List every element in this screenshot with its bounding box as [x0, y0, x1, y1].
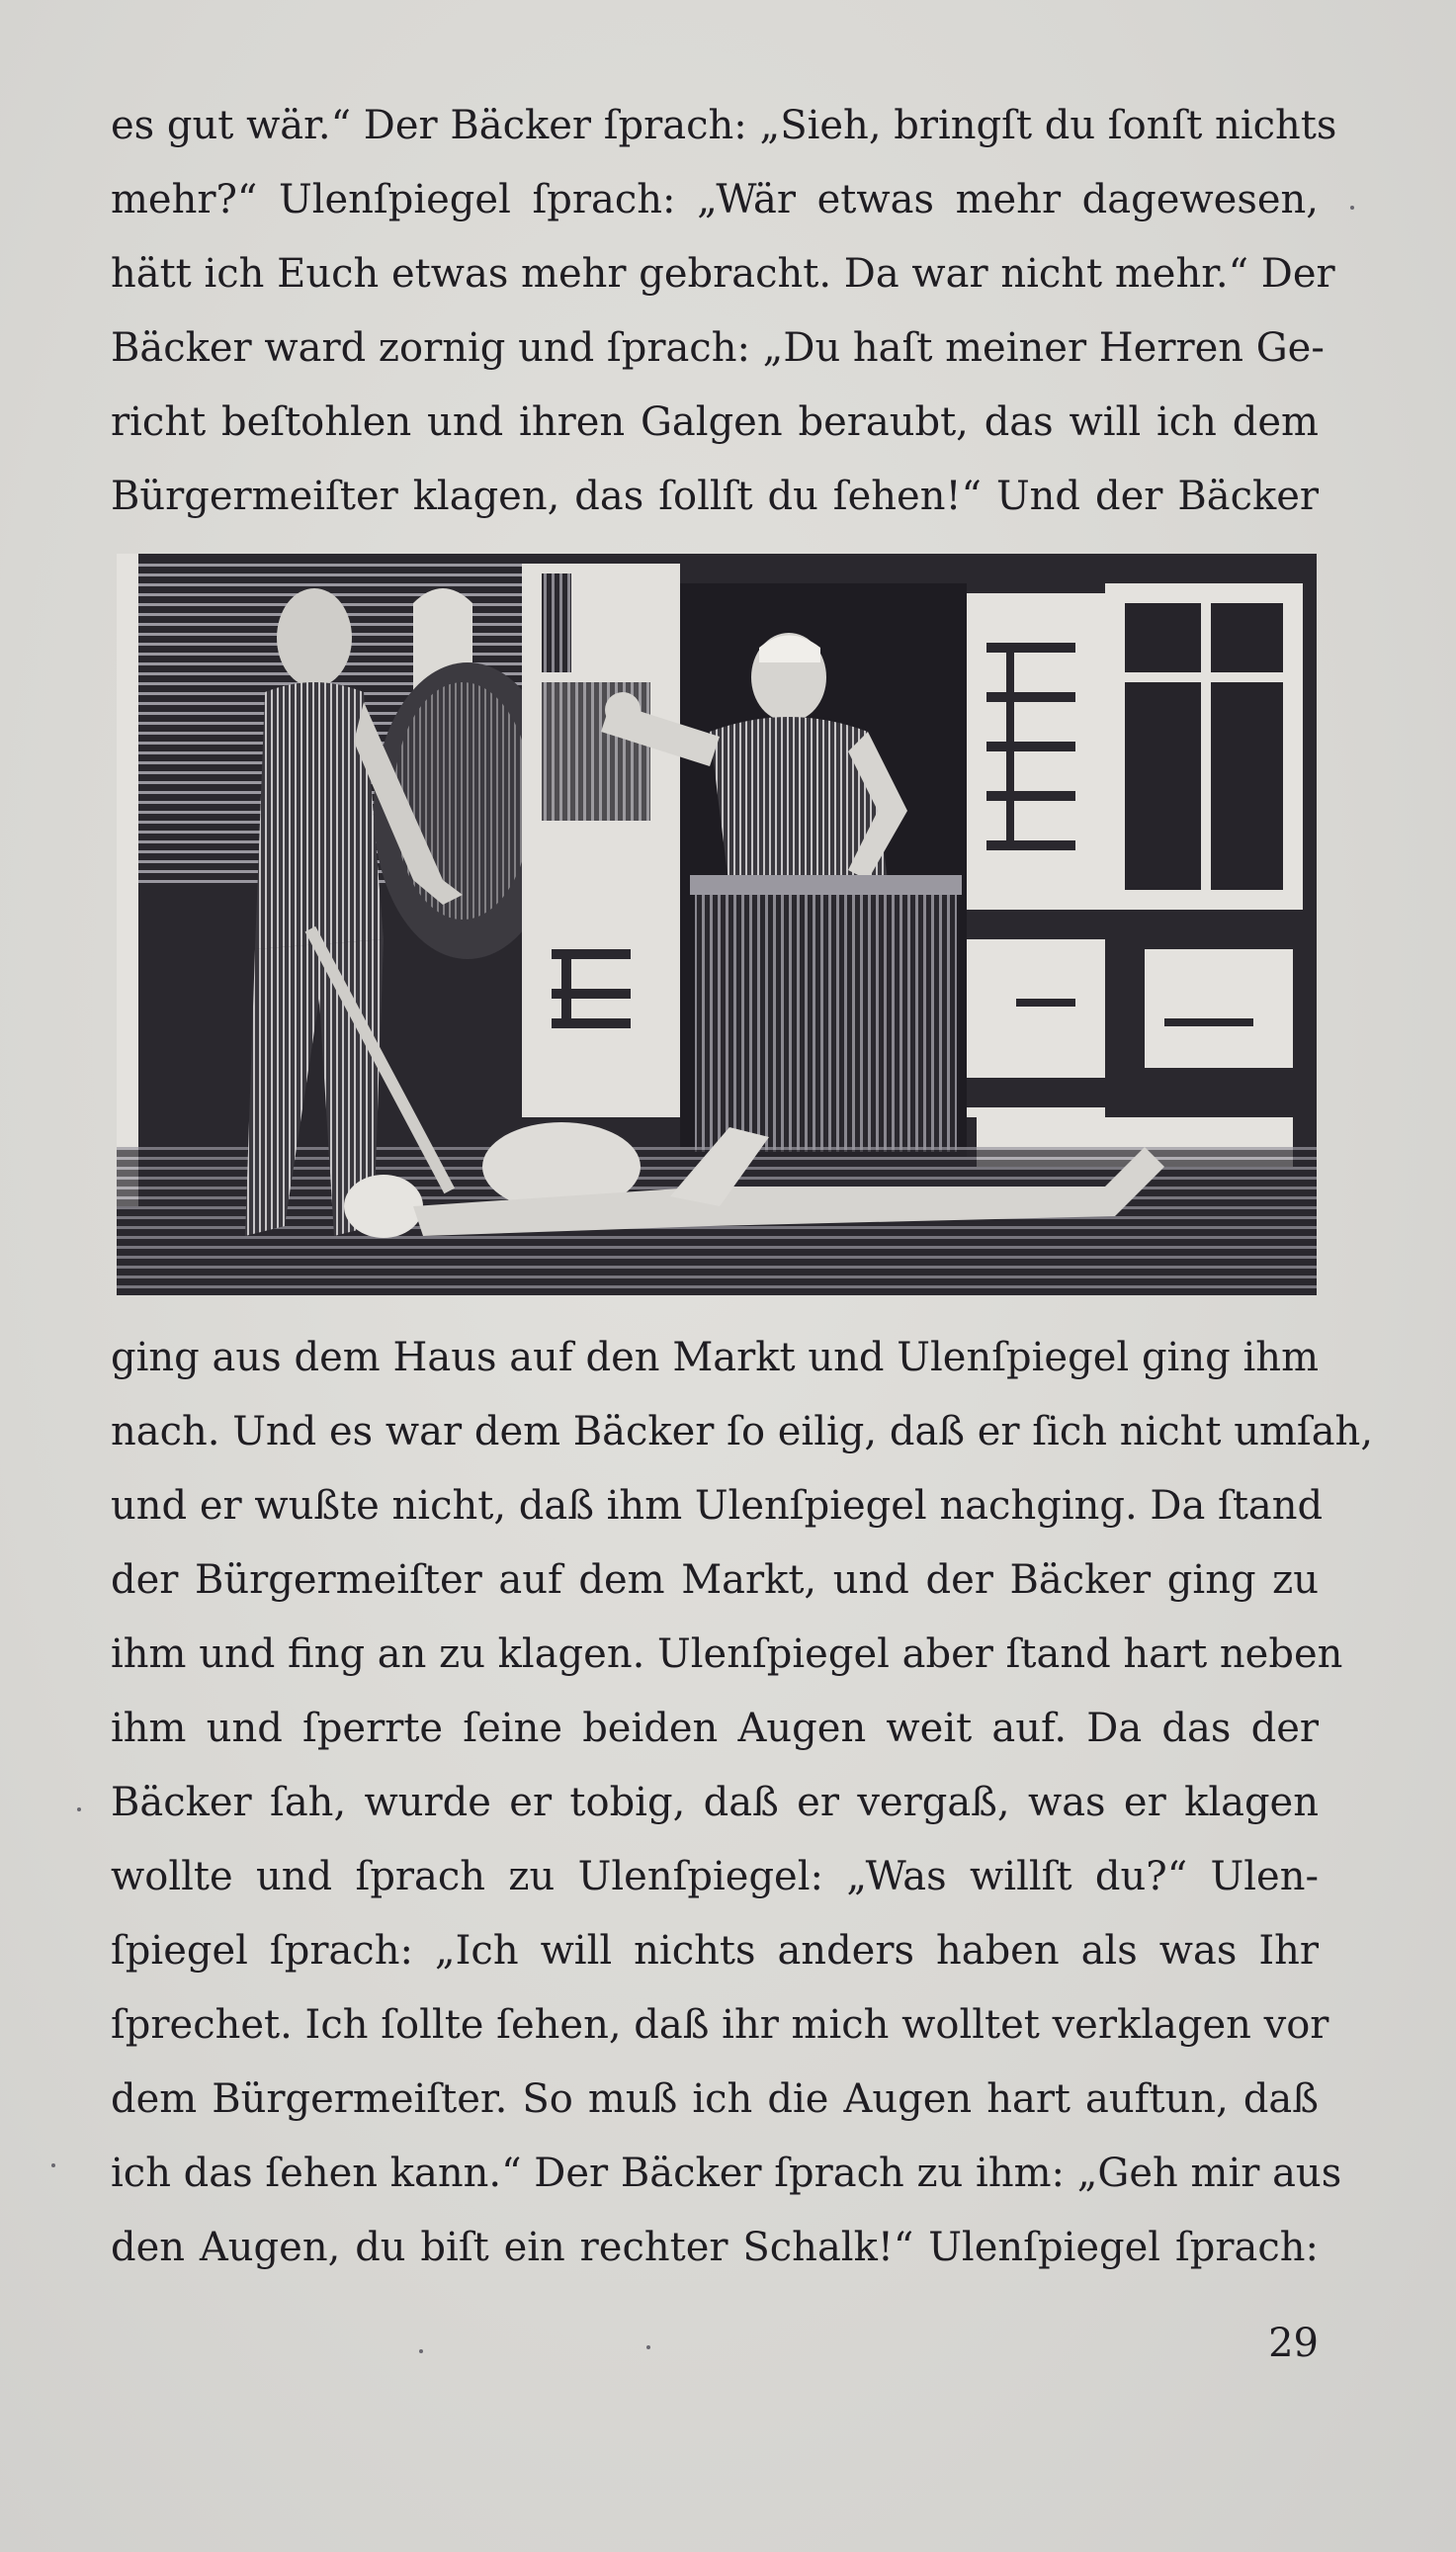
- text-line: Bürgermeiſter klagen, das ſollſt du ſehen!“ Und der Bäcker: [111, 474, 1319, 519]
- text-line: ihm und ſperrte ſeine beiden Augen weit auf. Da das der: [111, 1706, 1319, 1751]
- text-line: ihm und fing an zu klagen. Ulenſpiegel aber ſtand hart neben: [111, 1631, 1343, 1677]
- paper-speck: [419, 2349, 423, 2353]
- text-line: ſpiegel ſprach: „Ich will nichts anders haben als was Ihr: [111, 1928, 1319, 1974]
- paragraph-top: [111, 89, 1337, 534]
- text-line: mehr?“ Ulenſpiegel ſprach: „Wär etwas mehr dagewesen,: [111, 177, 1319, 222]
- paragraph-bottom: [111, 1321, 1374, 2285]
- woodcut-illustration: [117, 554, 1317, 1295]
- paper-speck: [77, 1807, 81, 1811]
- paper-speck: [1350, 206, 1354, 210]
- page-number: 29: [1268, 2321, 1319, 2366]
- text-line: es gut wär.“ Der Bäcker ſprach: „Sieh, bringſt du ſonſt nichts: [111, 103, 1337, 148]
- text-line: der Bürgermeiſter auf dem Markt, und der Bäcker ging zu: [111, 1557, 1319, 1603]
- text-line: Bäcker ſah, wurde er tobig, daß er vergaß, was er klagen: [111, 1780, 1319, 1825]
- text-line: wollte und ſprach zu Ulenſpiegel: „Was willſt du?“ Ulen-: [111, 1854, 1319, 1899]
- text-line: ging aus dem Haus auf den Markt und Ulenſpiegel ging ihm: [111, 1335, 1319, 1380]
- text-line: ſprechet. Ich ſollte ſehen, daß ihr mich wolltet verklagen vor: [111, 2002, 1329, 2048]
- text-line: den Augen, du biſt ein rechter Schalk!“ Ulenſpiegel ſprach:: [111, 2225, 1319, 2270]
- text-line: hätt ich Euch etwas mehr gebracht. Da war nicht mehr.“ Der: [111, 251, 1335, 297]
- text-line: dem Bürgermeiſter. So muß ich die Augen hart auftun, daß: [111, 2076, 1319, 2122]
- text-line: richt beſtohlen und ihren Galgen beraubt, das will ich dem: [111, 399, 1319, 445]
- text-line: und er wußte nicht, daß ihm Ulenſpiegel nachging. Da ſtand: [111, 1483, 1324, 1529]
- text-line: nach. Und es war dem Bäcker ſo eilig, daß er ſich nicht umſah,: [111, 1409, 1374, 1454]
- paper-speck: [51, 2163, 55, 2167]
- text-line: ich das ſehen kann.“ Der Bäcker ſprach zu ihm: „Geh mir aus: [111, 2151, 1342, 2196]
- paper-speck: [646, 2345, 650, 2349]
- text-line: Bäcker ward zornig und ſprach: „Du haſt meiner Herren Ge-: [111, 325, 1325, 371]
